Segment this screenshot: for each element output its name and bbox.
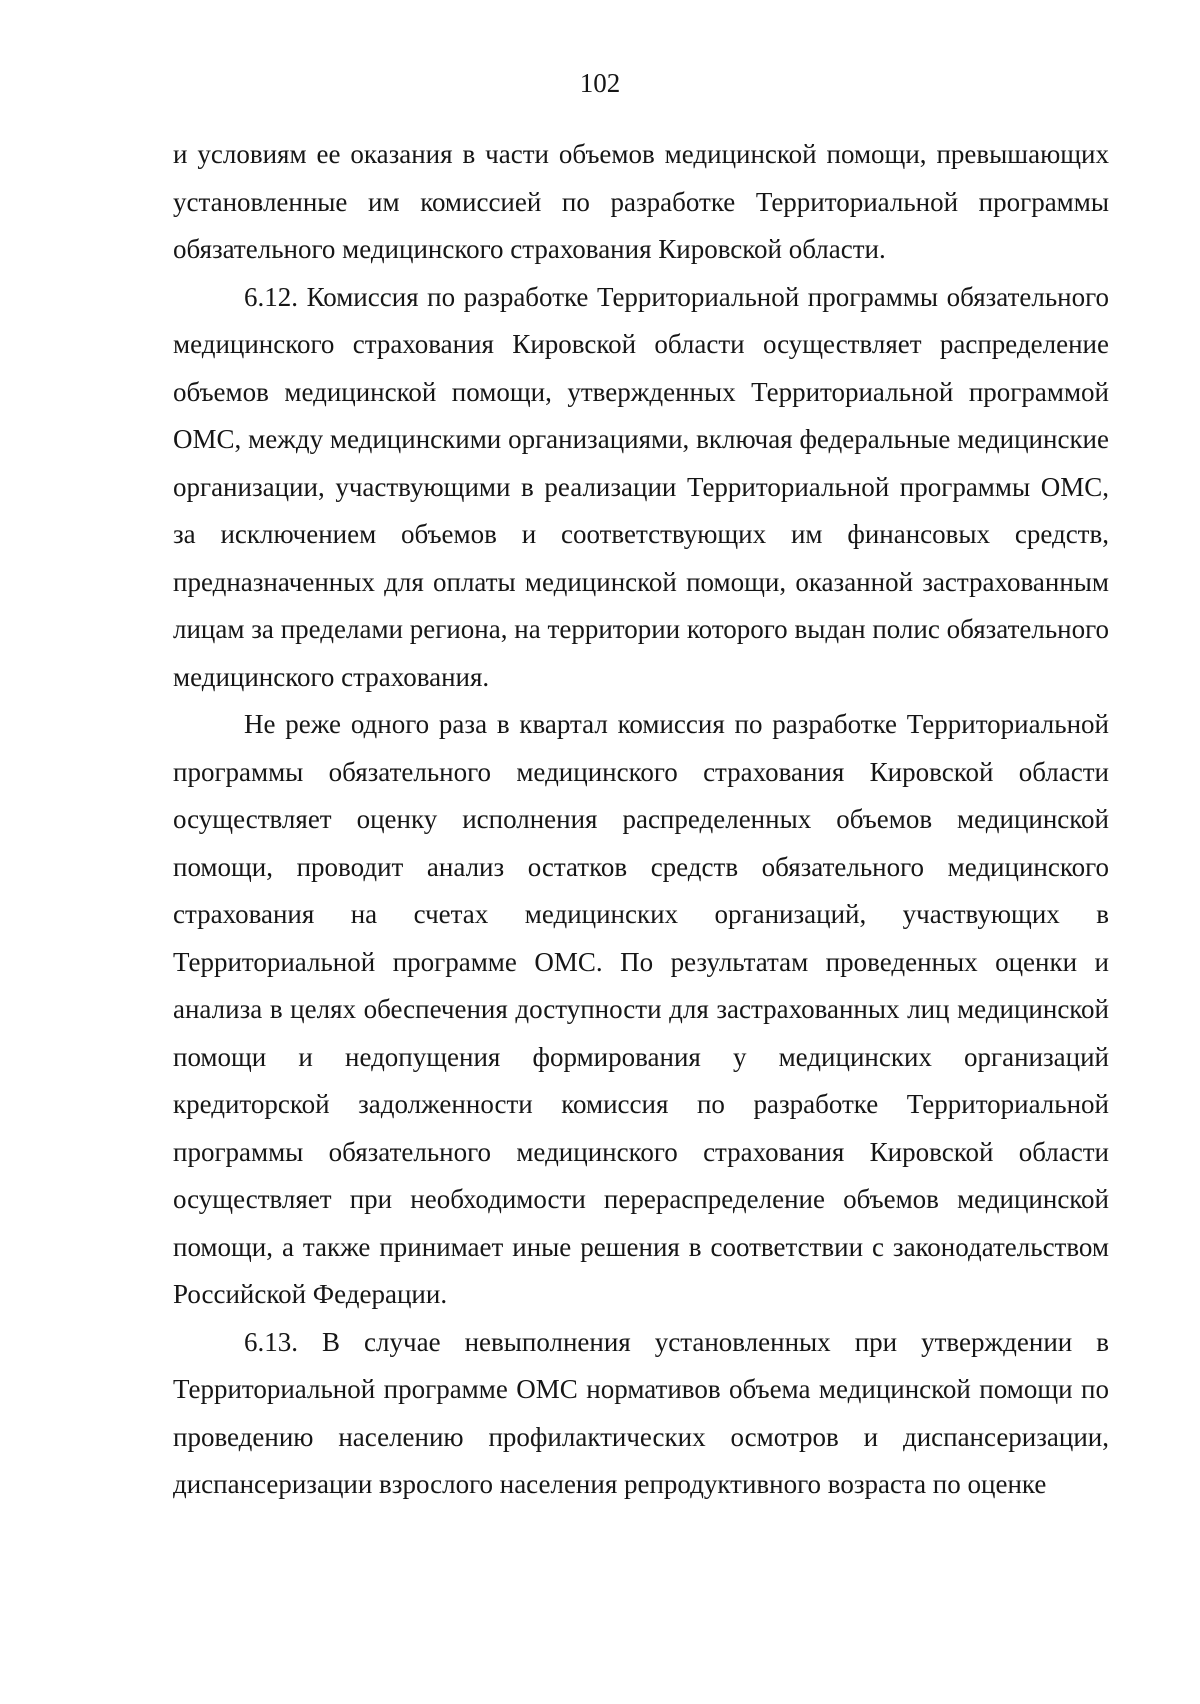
page-number: 102 — [579, 68, 621, 98]
paragraph-6-13: 6.13. В случае невыполнения установленных при утверждении в Территориальной программе ОМС нормативов объема медицинской помощи по проведению населению профилактических осмотров и диспансеризации, диспансеризации взрослого населения репродуктивного возраста по оценке — [173, 1326, 1109, 1499]
paragraph-6-12: 6.12. Комиссия по разработке Территориальной программы обязательного медицинского страхования Кировской области осуществляет распределение объемов медицинской помощи, утвержденных Территориальной программой ОМС, между медицинскими организациями, включая федеральные медицинские организации, участвующими в реализации Территориальной программы ОМС, за исключением объемов и соответствующих им финансовых средств, предназначенных для оплаты медицинской помощи, оказанной застрахованным лицам за пределами региона, на территории которого выдан полис обязательного медицинского страхования. — [173, 281, 1109, 692]
paragraph-continuation: и условиям ее оказания в части объемов медицинской помощи, превышающих установленные им комиссией по разработке Территориальной программы обязательного медицинского страхования Кировской области. — [173, 139, 1109, 264]
document-body — [173, 131, 1109, 1509]
paragraph-quarterly-assessment: Не реже одного раза в квартал комиссия по разработке Территориальной программы обязательного медицинского страхования Кировской области осуществляет оценку исполнения распределенных объемов медицинской помощи, проводит анализ остатков средств обязательного медицинского страхования на счетах медицинских организаций, участвующих в Территориальной программе ОМС. По результатам проведенных оценки и анализа в целях обеспечения доступности для застрахованных лиц медицинской помощи и недопущения формирования у медицинских организаций кредиторской задолженности комиссия по разработке Территориальной программы обязательного медицинского страхования Кировской области осуществляет при необходимости перераспределение объемов медицинской помощи, а также принимает иные решения в соответствии с законодательством Российской Федерации. — [173, 709, 1109, 1309]
